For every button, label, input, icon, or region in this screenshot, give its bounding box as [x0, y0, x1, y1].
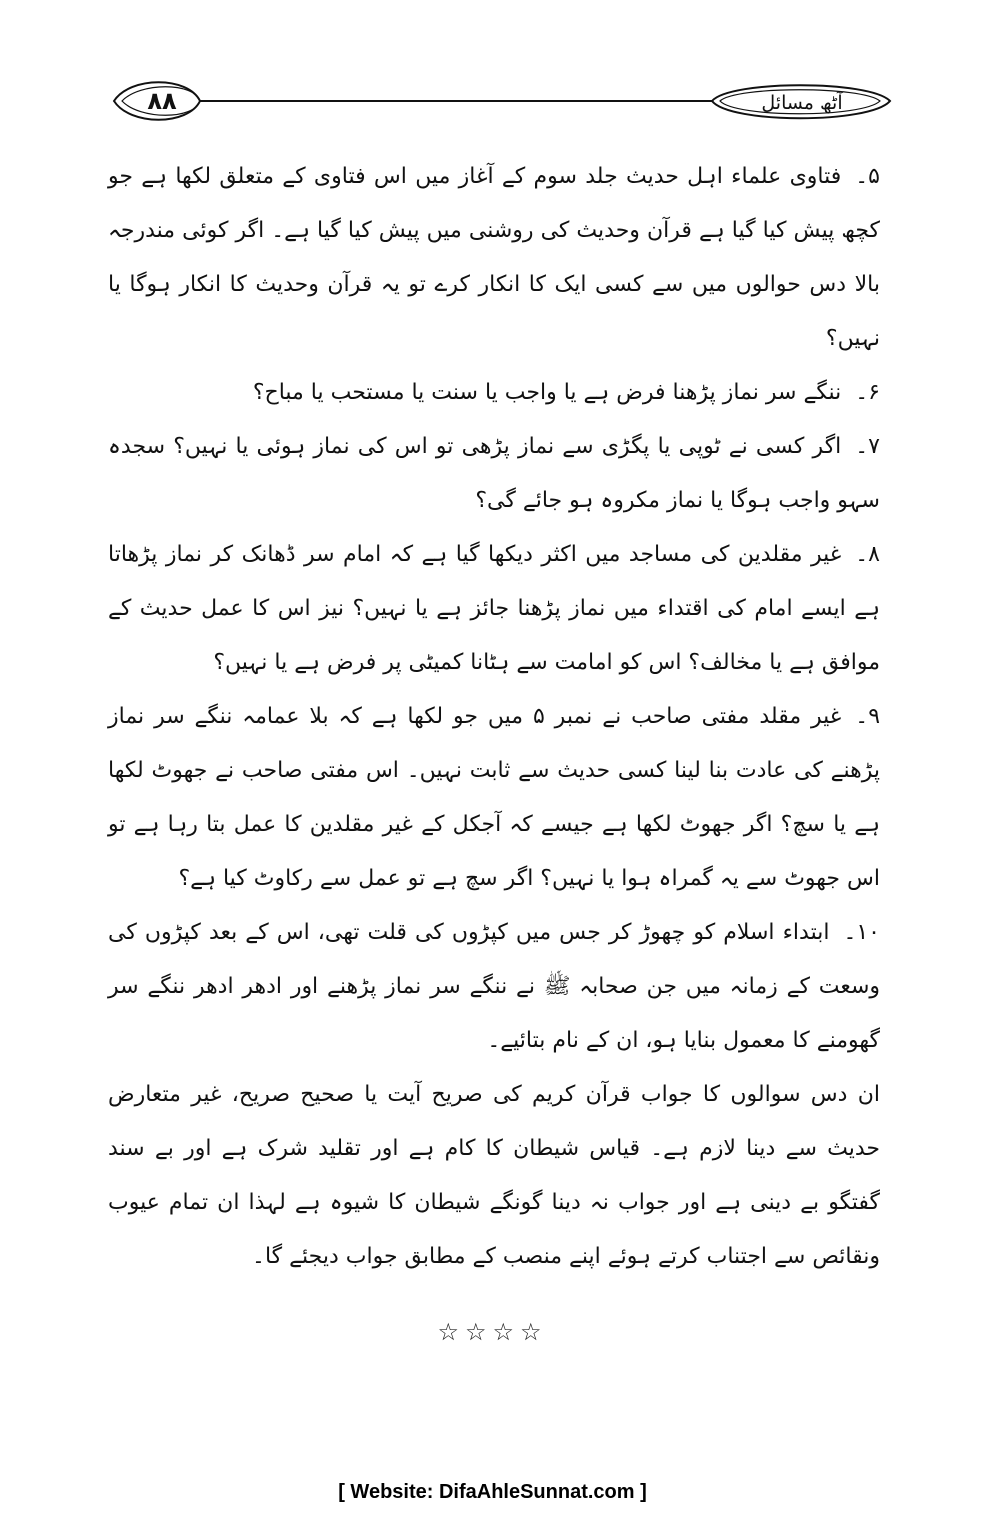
website-footer: [ Website: DifaAhleSunnat.com ]	[338, 1481, 647, 1503]
question-number: ۱۰۔	[843, 920, 880, 945]
question-number: ۹۔	[855, 704, 881, 729]
page-header	[100, 68, 900, 138]
question-number: ۵۔	[855, 164, 880, 189]
section-divider-stars: ☆☆☆☆	[437, 1318, 548, 1346]
question-text: فتاوی علماء اہل حدیث جلد سوم کے آغاز میں اس فتاوی کے متعلق لکھا ہے جو کچھ پیش کیا گیا ہے قرآن وحدیث کی روشنی میں پیش کیا گیا ہے۔ اگر کوئی مندرجہ بالا دس حوالوں میں سے کسی ایک کا انکار کرے تو یہ قرآن وحدیث کا انکار ہوگا یا نہیں؟	[108, 164, 880, 351]
question-text: غیر مقلد مفتی صاحب نے نمبر ۵ میں جو لکھا ہے کہ بلا عمامہ ننگے سر نماز پڑھنے کی عادت بنا لینا کسی حدیث سے ثابت نہیں۔ اس مفتی صاحب نے جھوٹ لکھا ہے یا سچ؟ اگر جھوٹ لکھا ہے جیسے کہ آجکل کے غیر مقلدین کا عمل بتا رہا ہے تو اس جھوٹ سے یہ گمراہ ہوا یا نہیں؟ اگر سچ ہے تو عمل سے رکاوٹ کیا ہے؟	[108, 704, 880, 891]
question-10	[108, 906, 880, 1068]
question-text: ننگے سر نماز پڑھنا فرض ہے یا واجب یا سنت یا مستحب یا مباح؟	[252, 380, 842, 405]
question-7	[108, 420, 880, 528]
book-title: آٹھ مسائل	[761, 92, 843, 114]
question-9	[108, 690, 880, 906]
question-text: غیر مقلدین کی مساجد میں اکثر دیکھا گیا ہے کہ امام سر ڈھانک کر نماز پڑھاتا ہے ایسے امام کی اقتداء میں نماز پڑھنا جائز ہے یا نہیں؟ نیز اس کا عمل حدیث کے موافق ہے یا مخالف؟ اس کو امامت سے ہٹانا کمیٹی پر فرض ہے یا نہیں؟	[108, 542, 880, 675]
page-number: ۸۸	[147, 87, 177, 115]
question-number: ۷۔	[855, 434, 880, 459]
question-5	[108, 150, 880, 366]
question-text: ابتداء اسلام کو چھوڑ کر جس میں کپڑوں کی قلت تھی، اس کے بعد کپڑوں کی وسعت کے زمانہ میں جن صحابہ ﷺ نے ننگے سر نماز پڑھنے اور ادھر ادھر ننگے سر گھومنے کا معمول بنایا ہو، ان کے نام بتائیے۔	[108, 920, 880, 1053]
question-6	[108, 366, 880, 420]
question-number: ۸۔	[855, 542, 880, 567]
question-number: ۶۔	[855, 380, 880, 405]
closing-paragraph: ان دس سوالوں کا جواب قرآن کریم کی صریح آیت یا صحیح صریح، غیر متعارض حدیث سے دینا لازم ہے۔ قیاس شیطان کا کام ہے اور تقلید شرک ہے اور بے سند گفتگو بے دینی ہے اور جواب نہ دینا گونگے شیطان کا شیوہ ہے لہذا ان تمام عیوب ونقائص سے اجتناب کرتے ہوئے اپنے منصب کے مطابق جواب دیجئے گا۔	[108, 1082, 880, 1269]
question-text: اگر کسی نے ٹوپی یا پگڑی سے نماز پڑھی تو اس کی نماز ہوئی یا نہیں؟ سجدہ سہو واجب ہوگا یا نماز مکروہ ہو جائے گی؟	[108, 434, 880, 513]
question-8	[108, 528, 880, 690]
page-body	[108, 150, 880, 1284]
